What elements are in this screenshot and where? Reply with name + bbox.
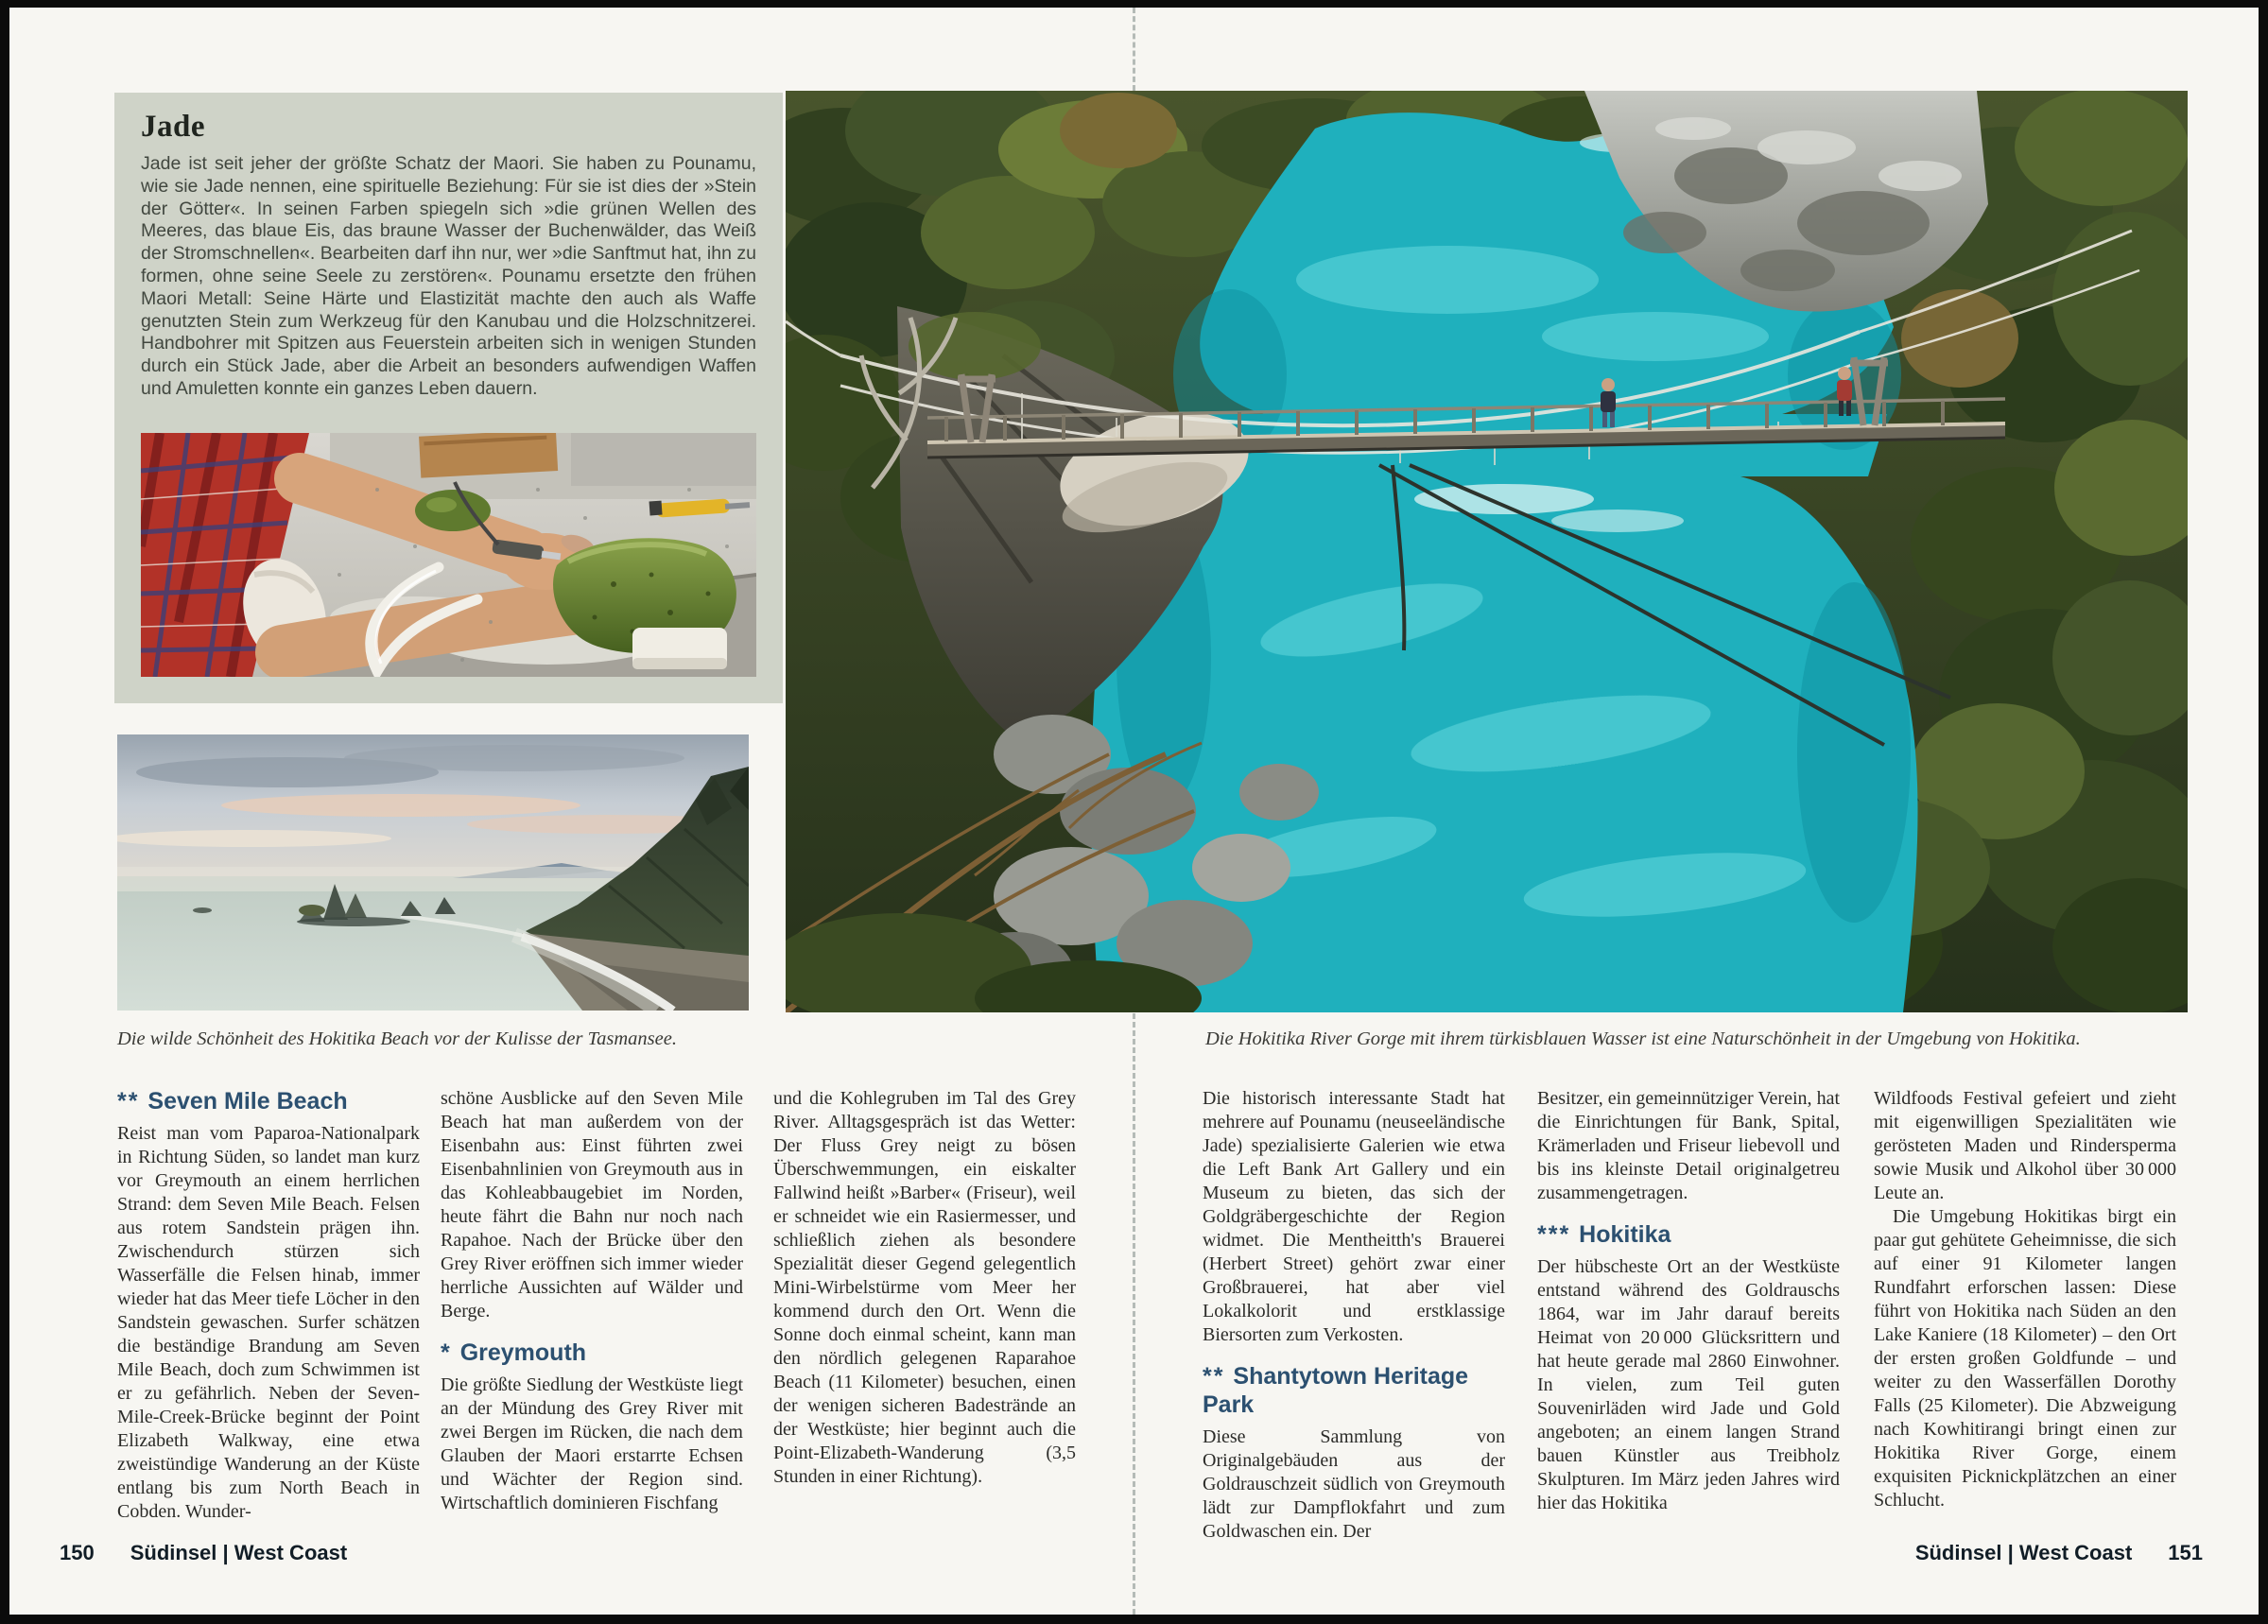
body-paragraph: Die historisch interessante Stadt hat mehrere auf Pounamu (neuseeländische Jade) spezialisierte Galerien wie etwa die Left Bank Art Gallery und ein Museum zu bieten, das sich der Goldgräbergeschichte der Region widmet. Die Mentheitth's Brauerei (Herbert Street) gehört zwar einer Großbrauerei, hat aber viel Lokalkolorit und erstklassige Biersorten zum Verkosten.	[1203, 1088, 1505, 1345]
page-number-right: 151	[2168, 1541, 2203, 1564]
photo-caption-gorge: Die Hokitika River Gorge mit ihrem türkisblauen Wasser ist eine Naturschönheit in der Umgebung von Hokitika.	[1205, 1028, 2081, 1049]
text-column-6	[1874, 1087, 2176, 1512]
text-column-1	[117, 1087, 420, 1524]
footer-label-right: Südinsel | West Coast	[1914, 1541, 2133, 1564]
text-column-2	[441, 1087, 743, 1515]
body-paragraph: Wildfoods Festival gefeiert und zieht mit eigenwilligen Spezialitäten wie gerösteten Maden und Rindersperma sowie Musik und Alkohol über 30 000 Leute an.	[1874, 1088, 2176, 1203]
body-paragraph: schöne Ausblicke auf den Seven Mile Beach hat man außerdem von der Eisenbahn aus: Einst führten zwei Eisenbahnlinien von Greymouth aus in das Kohleabbaugebiet im Norden, heute fährt die Bahn nur noch nach Rapahoe. Nach der Brücke über den Grey River eröffnen sich immer wieder herrliche Aussichten auf Wälder und Berge.	[441, 1088, 743, 1322]
section-heading: ** Shantytown Heritage Park	[1203, 1363, 1469, 1418]
jade-box-body: Jade ist seit jeher der größte Schatz der Maori. Sie haben zu Pounamu, wie sie Jade nennen, eine spirituelle Beziehung: Für sie ist dies der »Stein der Götter«. In seinen Farben spiegeln sich »die grünen Wellen des Meeres, das blaue Eis, das braune Wasser der Buchenwälder, das Weiß der Stromschnellen«. Bearbeiten darf ihn nur, wer »die Sanftmut hat, ihn zu formen, ohne seine Seele zu zerstören«. Pounamu ersetzte den frühen Maori Metall: Seine Härte und Elastizität machte den auch als Waffe genutzten Stein zum Werkzeug für den Kanubau und die Holzschnitzerei. Handbohrer mit Spitzen aus Feuerstein arbeiten sich in wenigen Stunden durch ein Stück Jade, aber die Arbeit an besonders aufwendigen Waffen und Amuletten konnte ein ganzes Leben dauern.	[141, 153, 756, 399]
text-column-5	[1537, 1087, 1840, 1515]
body-paragraph: Reist man vom Paparoa-Nationalpark in Richtung Süden, so landet man kurz vor Greymouth an einem herrlichen Strand: dem Seven Mile Beach. Felsen aus rotem Sandstein prägen ihn. Zwischendurch stürzen sich Wasserfälle die Felsen hinab, immer wieder hat das Meer tiefe Löcher in den Sandstein gewaschen. Surfer schätzen die beständige Brandung am Seven Mile Beach, doch zum Schwimmen ist er zu gefährlich. Neben der Seven-Mile-Creek-Brücke beginnt der Point Elizabeth Walkway, eine etwa zweistündige Wanderung an der Küste entlang bis zum North Beach in Cobden. Wunder-	[117, 1123, 420, 1522]
section-heading: ** Seven Mile Beach	[117, 1088, 348, 1114]
body-paragraph: Diese Sammlung von Originalgebäuden aus der Goldrauschzeit südlich von Greymouth lädt zur Dampflokfahrt und zum Goldwaschen ein. Der	[1203, 1426, 1505, 1542]
body-paragraph: Die größte Siedlung der Westküste liegt an der Mündung des Grey River mit zwei Bergen im Rücken, die nach dem Glauben der Maori erstarrte Echsen und Wächter der Region sind. Wirtschaftlich dominieren Fischfang	[441, 1374, 743, 1513]
rating-stars: **	[117, 1088, 148, 1114]
jade-info-box	[114, 93, 783, 703]
body-paragraph: und die Kohlegruben im Tal des Grey River. Alltagsgespräch ist das Wetter: Der Fluss Grey neigt zu bösen Überschwemmungen, ein eiskalter Fallwind heißt »Barber« (Friseur), weil er schneidet wie ein Rasiermesser, und schließlich ziehen als besondere Spezialität dieser Gegend gelegentlich Mini-Wirbelstürme vom Meer her kommend durch den Ort. Wenn die Sonne doch einmal scheint, kann man den nördlich gelegenen Raparahoe Beach (11 Kilometer) besuchen, einen der wenigen sicheren Badestrände an der Westküste; hier beginnt auch die Point-Elizabeth-Wanderung (3,5 Stunden in einer Richtung).	[773, 1088, 1076, 1487]
page-number-left: 150	[60, 1541, 95, 1564]
body-paragraph: Die Umgebung Hokitikas birgt ein paar gut gehütete Geheimnisse, die sich auf einer 91 Kilometer langen Rundfahrt erforschen lassen: Diese führt von Hokitika nach Süden an den Lake Kaniere (18 Kilometer) – den Ort der ersten großen Goldfunde – und weiter zu den Wasserfällen Dorothy Falls (25 Kilometer). Die Abzweigung nach Kowhitirangi bringt einen zur Hokitika River Gorge, einem exquisiten Picknickplätzchen an einer Schlucht.	[1874, 1206, 2176, 1511]
rating-stars: ***	[1537, 1221, 1580, 1248]
jade-carving-photo	[141, 433, 756, 677]
text-column-4	[1203, 1087, 1505, 1544]
page-fold-dashed-line	[1133, 8, 1135, 91]
beach-photo	[117, 734, 749, 1011]
section-heading: * Greymouth	[441, 1339, 587, 1366]
rating-stars: **	[1203, 1363, 1234, 1390]
jade-box-title: Jade	[141, 110, 205, 144]
footer-left	[60, 1541, 347, 1565]
river-gorge-photo	[786, 91, 2188, 1012]
photo-caption-beach: Die wilde Schönheit des Hokitika Beach vor der Kulisse der Tasmansee.	[117, 1028, 677, 1049]
body-paragraph: Der hübscheste Ort an der Westküste entstand während des Goldrauschs 1864, war im Jahr darauf bereits Heimat von 20 000 Glücksrittern und hat heute gerade mal 2860 Einwohner. In vielen, zum Teil guten Souvenirläden wird Jade und Gold angeboten; an einem langen Strand bauen Künstler aus Treibholz Skulpturen. Im März jeden Jahres wird hier das Hokitika	[1537, 1256, 1840, 1513]
text-column-3	[773, 1087, 1076, 1489]
footer-right	[1915, 1541, 2203, 1565]
rating-stars: *	[441, 1339, 460, 1366]
footer-label-left: Südinsel | West Coast	[130, 1541, 348, 1564]
section-heading: *** Hokitika	[1537, 1221, 1671, 1248]
page-fold-dashed-line	[1133, 1013, 1135, 1615]
body-paragraph: Besitzer, ein gemeinnütziger Verein, hat die Einrichtungen für Bank, Spital, Krämerladen und Friseur liebevoll und bis ins kleinste Detail originalgetreu zusammengetragen.	[1537, 1088, 1840, 1203]
